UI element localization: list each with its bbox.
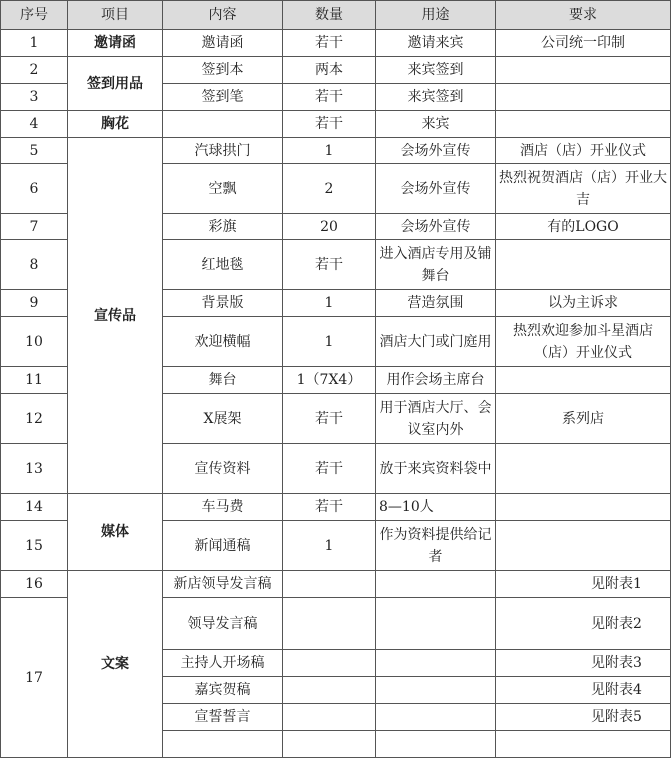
- row-req: 热烈欢迎参加斗星酒店（店）开业仪式: [496, 317, 671, 367]
- row-use: [376, 704, 496, 731]
- row-no: 1: [1, 30, 68, 57]
- row-category: 宣传品: [68, 138, 163, 494]
- row-req: [496, 367, 671, 394]
- row-req: [496, 731, 671, 758]
- row-qty: 1（7X4）: [283, 367, 376, 394]
- row-qty: [283, 704, 376, 731]
- row-content: 主持人开场稿: [163, 650, 283, 677]
- row-no: 14: [1, 494, 68, 521]
- row-qty: 若干: [283, 494, 376, 521]
- row-no: 11: [1, 367, 68, 394]
- row-content: 新店领导发言稿: [163, 571, 283, 598]
- row-no: 5: [1, 138, 68, 164]
- row-qty: 1: [283, 317, 376, 367]
- row-no: 8: [1, 240, 68, 290]
- header-req: 要求: [496, 1, 671, 30]
- row-req: 见附表2: [496, 598, 671, 650]
- row-qty: 1: [283, 290, 376, 317]
- row-use: 营造氛围: [376, 290, 496, 317]
- row-content: [163, 111, 283, 138]
- row-qty: 20: [283, 214, 376, 240]
- row-content: [163, 731, 283, 758]
- row-content: 签到本: [163, 57, 283, 84]
- row-req: 见附表1: [496, 571, 671, 598]
- row-no: 15: [1, 521, 68, 571]
- row-req: [496, 444, 671, 494]
- row-no: 12: [1, 394, 68, 444]
- row-req: [496, 521, 671, 571]
- row-no: 2: [1, 57, 68, 84]
- row-req: 以为主诉求: [496, 290, 671, 317]
- row-no: 6: [1, 164, 68, 214]
- row-category: 签到用品: [68, 57, 163, 111]
- table-row: [1, 57, 671, 84]
- row-category: 胸花: [68, 111, 163, 138]
- row-content: 新闻通稿: [163, 521, 283, 571]
- row-qty: 两本: [283, 57, 376, 84]
- row-qty: 1: [283, 138, 376, 164]
- row-use: 来宾: [376, 111, 496, 138]
- row-no: 16: [1, 571, 68, 598]
- row-use: [376, 677, 496, 704]
- row-use: 8—10人: [376, 494, 496, 521]
- row-qty: [283, 598, 376, 650]
- table-row: [1, 138, 671, 164]
- row-category: 媒体: [68, 494, 163, 571]
- table-row: [1, 30, 671, 57]
- row-qty: [283, 677, 376, 704]
- row-qty: 若干: [283, 111, 376, 138]
- row-qty: 若干: [283, 444, 376, 494]
- row-use: [376, 598, 496, 650]
- row-category: 文案: [68, 571, 163, 758]
- row-use: 酒店大门或门庭用: [376, 317, 496, 367]
- row-content: 车马费: [163, 494, 283, 521]
- row-content: 背景版: [163, 290, 283, 317]
- row-qty: 若干: [283, 84, 376, 111]
- row-no: 7: [1, 214, 68, 240]
- row-req: [496, 240, 671, 290]
- header-row: [1, 1, 671, 30]
- row-qty: 1: [283, 521, 376, 571]
- row-req: 酒店（店）开业仪式: [496, 138, 671, 164]
- row-content: 宣传资料: [163, 444, 283, 494]
- row-req: 见附表3: [496, 650, 671, 677]
- row-category: 邀请函: [68, 30, 163, 57]
- row-content: X展架: [163, 394, 283, 444]
- row-use: 邀请来宾: [376, 30, 496, 57]
- row-use: 会场外宣传: [376, 164, 496, 214]
- row-content: 领导发言稿: [163, 598, 283, 650]
- header-qty: 数量: [283, 1, 376, 30]
- row-content: 欢迎横幅: [163, 317, 283, 367]
- header-category: 项目: [68, 1, 163, 30]
- row-no: 13: [1, 444, 68, 494]
- row-req: 见附表4: [496, 677, 671, 704]
- table-row: [1, 494, 671, 521]
- row-no: 3: [1, 84, 68, 111]
- row-content: 彩旗: [163, 214, 283, 240]
- row-use: 来宾签到: [376, 57, 496, 84]
- table-row: [1, 111, 671, 138]
- row-use: 用作会场主席台: [376, 367, 496, 394]
- row-req: [496, 111, 671, 138]
- row-content: 邀请函: [163, 30, 283, 57]
- row-qty: 2: [283, 164, 376, 214]
- row-qty: [283, 731, 376, 758]
- row-qty: [283, 650, 376, 677]
- row-qty: 若干: [283, 30, 376, 57]
- row-use: 会场外宣传: [376, 214, 496, 240]
- header-no: 序号: [1, 1, 68, 30]
- row-content: 嘉宾贺稿: [163, 677, 283, 704]
- row-req: [496, 57, 671, 84]
- row-use: 放于来宾资料袋中: [376, 444, 496, 494]
- row-content: 宣誓誓言: [163, 704, 283, 731]
- row-use: [376, 731, 496, 758]
- row-use: 进入酒店专用及铺舞台: [376, 240, 496, 290]
- row-content: 汽球拱门: [163, 138, 283, 164]
- header-use: 用途: [376, 1, 496, 30]
- row-req: [496, 494, 671, 521]
- row-use: 作为资料提供给记者: [376, 521, 496, 571]
- row-use: 用于酒店大厅、会议室内外: [376, 394, 496, 444]
- row-req: 有的LOGO: [496, 214, 671, 240]
- row-content: 签到笔: [163, 84, 283, 111]
- row-use: [376, 571, 496, 598]
- row-use: 会场外宣传: [376, 138, 496, 164]
- row-use: [376, 650, 496, 677]
- table-row: [1, 571, 671, 598]
- row-req: 系列店: [496, 394, 671, 444]
- row-req: 公司统一印制: [496, 30, 671, 57]
- header-content: 内容: [163, 1, 283, 30]
- row-req: [496, 84, 671, 111]
- row-req: 热烈祝贺酒店（店）开业大吉: [496, 164, 671, 214]
- row-qty: 若干: [283, 394, 376, 444]
- row-req: 见附表5: [496, 704, 671, 731]
- row-content: 空飘: [163, 164, 283, 214]
- row-no: 10: [1, 317, 68, 367]
- row-qty: 若干: [283, 240, 376, 290]
- row-content: 舞台: [163, 367, 283, 394]
- row-no: 17: [1, 598, 68, 758]
- row-no: 9: [1, 290, 68, 317]
- row-content: 红地毯: [163, 240, 283, 290]
- row-qty: [283, 571, 376, 598]
- row-use: 来宾签到: [376, 84, 496, 111]
- row-no: 4: [1, 111, 68, 138]
